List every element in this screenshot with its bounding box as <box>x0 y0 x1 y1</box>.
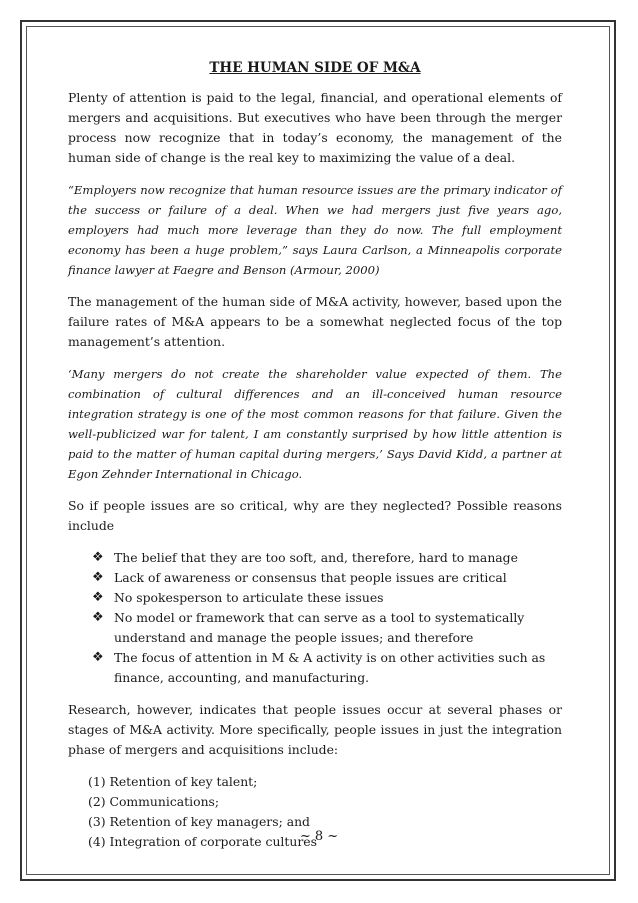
diamond-bullet-icon: ❖ <box>92 590 104 605</box>
reason-text: The focus of attention in M & A activity is on other activities such as finance, accounting, and manufacturing. <box>114 650 546 685</box>
list-item: (4) Integration of corporate cultures <box>88 834 317 849</box>
reason-text: The belief that they are too soft, and, therefore, hard to manage <box>114 550 518 565</box>
reason-text: No model or framework that can serve as a tool to systematically understand and manage the people issues; and therefore <box>114 610 525 645</box>
page-title: THE HUMAN SIDE OF M&A <box>209 60 421 76</box>
list-item <box>88 548 562 568</box>
list-item: (1) Retention of key talent; <box>88 774 258 789</box>
list-item: (3) Retention of key managers; and <box>88 814 310 829</box>
reason-text: No spokesperson to articulate these issues <box>114 590 384 605</box>
page-content <box>68 58 562 852</box>
list-item <box>88 568 562 588</box>
management-paragraph: The management of the human side of M&A activity, however, based upon the failure rates of M&A appears to be a somewhat neglected focus of the top management’s attention. <box>68 294 562 349</box>
intro-paragraph: Plenty of attention is paid to the legal, financial, and operational elements of mergers and acquisitions. But executives who have been through the merger process now recognize that in today’s economy, the management of the human side of change is the real key to maximizing the value of a deal. <box>68 90 562 165</box>
research-paragraph: Research, however, indicates that people issues occur at several phases or stages of M&A activity. More specifically, people issues in just the integration phase of mergers and acquisitions include: <box>68 702 562 757</box>
diamond-bullet-icon: ❖ <box>92 550 104 565</box>
reasons-list <box>68 548 562 688</box>
diamond-bullet-icon: ❖ <box>92 570 104 585</box>
reasons-intro-paragraph: So if people issues are so critical, why are they neglected? Possible reasons include <box>68 498 562 533</box>
list-item: (2) Communications; <box>88 794 220 809</box>
quote-laura-carlson: “Employers now recognize that human resource issues are the primary indicator of the success or failure of a deal. When we had mergers just five years ago, employers had much more leverage than they do now. The full employment economy has been a huge problem,” says Laura Carlson, a Minneapolis corporate finance lawyer at Faegre and Benson (Armour, 2000) <box>68 183 562 277</box>
reason-text: Lack of awareness or consensus that people issues are critical <box>114 570 507 585</box>
diamond-bullet-icon: ❖ <box>92 610 104 625</box>
quote-david-kidd: ‘Many mergers do not create the shareholder value expected of them. The combination of cultural differences and an ill-conceived human resource integration strategy is one of the most common reasons for that failure. Given the well-publicized war for talent, I am constantly surprised by how little attention is paid to the matter of human capital during mergers,’ Says David Kidd, a partner at Egon Zehnder International in Chicago. <box>68 367 562 481</box>
page-number: ~ 8 ~ <box>299 829 339 844</box>
list-item <box>88 608 562 648</box>
list-item <box>88 648 562 688</box>
diamond-bullet-icon: ❖ <box>92 650 104 665</box>
list-item <box>88 588 562 608</box>
